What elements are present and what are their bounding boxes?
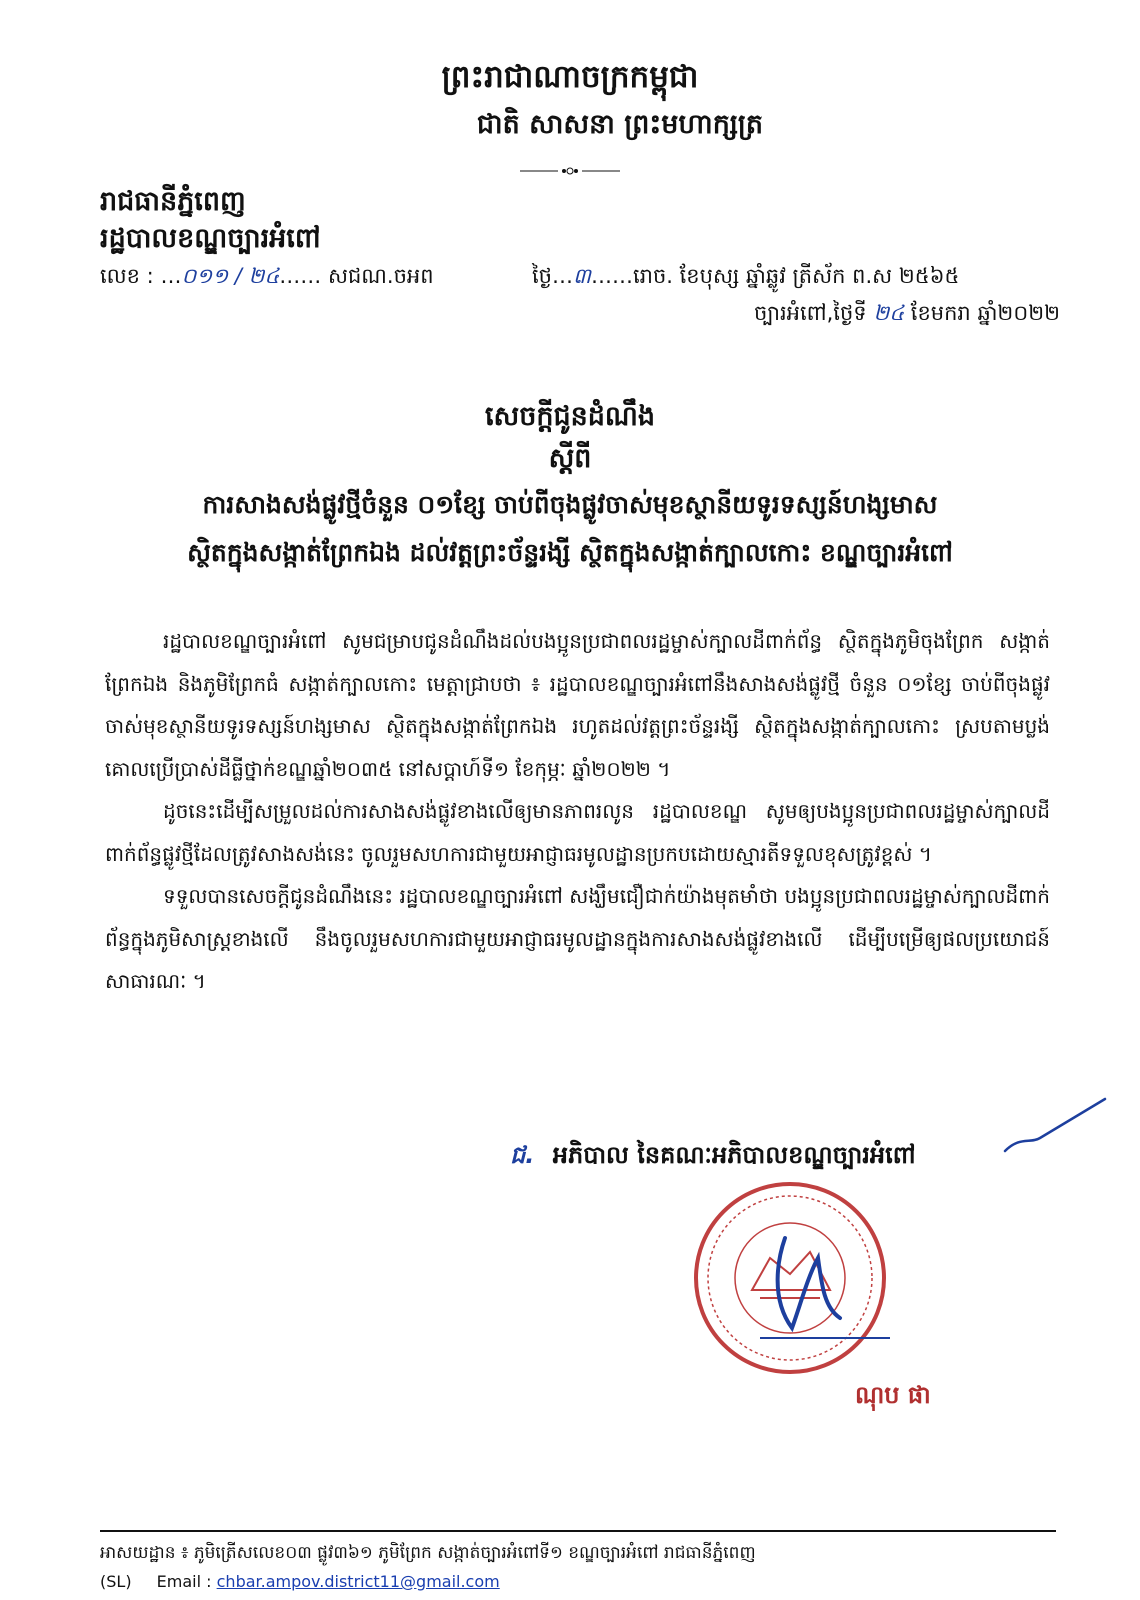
solar-prefix: ច្បារអំពៅ,ថ្ងៃទី	[754, 301, 867, 325]
solar-handwritten-day: ២៤	[873, 301, 905, 325]
ornament-divider	[520, 165, 620, 177]
body-paragraph-3: ទទួលបានសេចក្តីជូនដំណឹងនេះ រដ្ឋបាលខណ្ឌច្បារអំពៅ សង្ឃឹមជឿជាក់យ៉ាងមុតមាំថា បងប្អូនប្រជាពលរដ្ឋម្ចាស់ក្បាលដីពាក់ព័ន្ធក្នុងភូមិសាស្ត្រខាងលើ នឹងចូលរួមសហការជាមួយអាជ្ញាធរមូលដ្ឋានក្នុងការសាងសង់ផ្លូវខាងលើ ដើម្បីបម្រើឲ្យផលប្រយោជន៍សាធារណៈ ។	[105, 884, 1050, 993]
reference-suffix: សជណ.ចអព	[327, 264, 434, 288]
kingdom-heading: ព្រះរាជាណាចក្រកម្ពុជា	[441, 59, 699, 95]
footer-email-line	[100, 1572, 500, 1591]
body-paragraph-2: ដូចនេះដើម្បីសម្រួលដល់ការសាងសង់ផ្លូវខាងលើឲ្យមានភាពរលូន រដ្ឋបាលខណ្ឌ សូមឲ្យបងប្អូនប្រជាពលរដ្ឋម្ចាស់ក្បាលដីពាក់ព័ន្ធផ្លូវថ្មីដែលត្រូវសាងសង់នេះ ចូលរួមសហការជាមួយអាជ្ញាធរមូលដ្ឋានប្រកបដោយស្មារតីទទួលខុសត្រូវខ្ពស់ ។	[105, 799, 1050, 866]
notice-body	[105, 620, 1050, 1003]
lunar-handwritten-day: ៣	[573, 264, 591, 288]
solar-date	[754, 300, 1060, 331]
lunar-day: រោច	[632, 264, 667, 288]
footer-divider	[100, 1530, 1056, 1532]
lunar-rest: ខែបុស្ស ឆ្នាំឆ្លូវ ត្រីស័ក ព.ស ២៥៦៥	[679, 264, 960, 288]
reference-handwritten-number: ០១១ / ២៤	[181, 264, 280, 288]
footer-email-label: Email :	[156, 1572, 212, 1591]
national-motto: ជាតិ សាសនា ព្រះមហាក្សត្រ	[476, 109, 764, 140]
official-seal-icon	[690, 1178, 890, 1378]
reference-number: លេខ : …០១១ / ២៤…… សជណ.ចអព	[100, 264, 434, 288]
footer-email-link[interactable]: chbar.ampov.district11@gmail.com	[216, 1572, 500, 1591]
notice-subject-line1: ការសាងសង់ផ្លូវថ្មីចំនួន ០១ខ្សែ ចាប់ពីចុងផ្លូវចាស់មុខស្ថានីយទូរទស្សន៍ហង្សមាស	[202, 490, 938, 519]
authority-district: រដ្ឋបាលខណ្ឌច្បារអំពៅ	[100, 223, 321, 254]
reference-label: លេខ :	[100, 264, 154, 288]
authority-city: រាជធានីភ្នំពេញ	[100, 186, 246, 217]
solar-rest: ខែមករា ឆ្នាំ២០២២	[910, 301, 1060, 325]
signature-prefix: ជ.	[510, 1141, 535, 1169]
signature-stroke-icon	[1000, 1096, 1110, 1156]
signature-role: អភិបាល នៃគណៈអភិបាលខណ្ឌច្បារអំពៅ	[552, 1141, 916, 1169]
notice-about: ស្តីពី	[548, 443, 592, 474]
signature-title	[510, 1140, 916, 1175]
footer-sl: (SL)	[100, 1572, 132, 1591]
footer-address: អាសយដ្ឋាន ៖ ភូមិត្រើសលេខ០៣ ផ្លូវ៣៦១ ភូមិព្រែក សង្កាត់ច្បារអំពៅទី១ ខណ្ឌច្បារអំពៅ រាជធានីភ្នំពេញ	[100, 1543, 756, 1563]
notice-subject-line2: ស្ថិតក្នុងសង្កាត់ព្រែកឯង ដល់វត្តព្រះច័ន្ទរង្សី ស្ថិតក្នុងសង្កាត់ក្បាលកោះ ខណ្ឌច្បារអំពៅ	[187, 538, 953, 567]
signatory-name: ណុប ផា	[855, 1381, 931, 1409]
lunar-prefix: ថ្ងៃ	[532, 264, 552, 288]
lunar-date: ថ្ងៃ…៣……រោច. ខែបុស្ស ឆ្នាំឆ្លូវ ត្រីស័ក ព.ស ២៥៦៥	[532, 264, 960, 288]
notice-title: សេចក្តីជូនដំណឹង	[484, 401, 656, 432]
body-paragraph-1: រដ្ឋបាលខណ្ឌច្បារអំពៅ សូមជម្រាបជូនដំណឹងដល់បងប្អូនប្រជាពលរដ្ឋម្ចាស់ក្បាលដីពាក់ព័ន្ធ ស្ថិតក្នុងភូមិចុងព្រែក សង្កាត់ព្រែកឯង និងភូមិព្រែកធំ សង្កាត់ក្បាលកោះ មេត្តាជ្រាបថា ៖ រដ្ឋបាលខណ្ឌច្បារអំពៅនឹងសាងសង់ផ្លូវថ្មី ចំនួន ០១ខ្សែ ចាប់ពីចុងផ្លូវចាស់មុខស្ថានីយទូរទស្សន៍ហង្សមាស ស្ថិតក្នុងសង្កាត់ព្រែកឯង រហូតដល់វត្តព្រះច័ន្ទរង្សី ស្ថិតក្នុងសង្កាត់ក្បាលកោះ ស្របតាមប្លង់គោលប្រើប្រាស់ដីធ្លីថ្នាក់ខណ្ឌឆ្នាំ២០៣៥ នៅសប្តាហ៍ទី១ ខែកុម្ភៈ ឆ្នាំ២០២២ ។	[105, 629, 1050, 781]
